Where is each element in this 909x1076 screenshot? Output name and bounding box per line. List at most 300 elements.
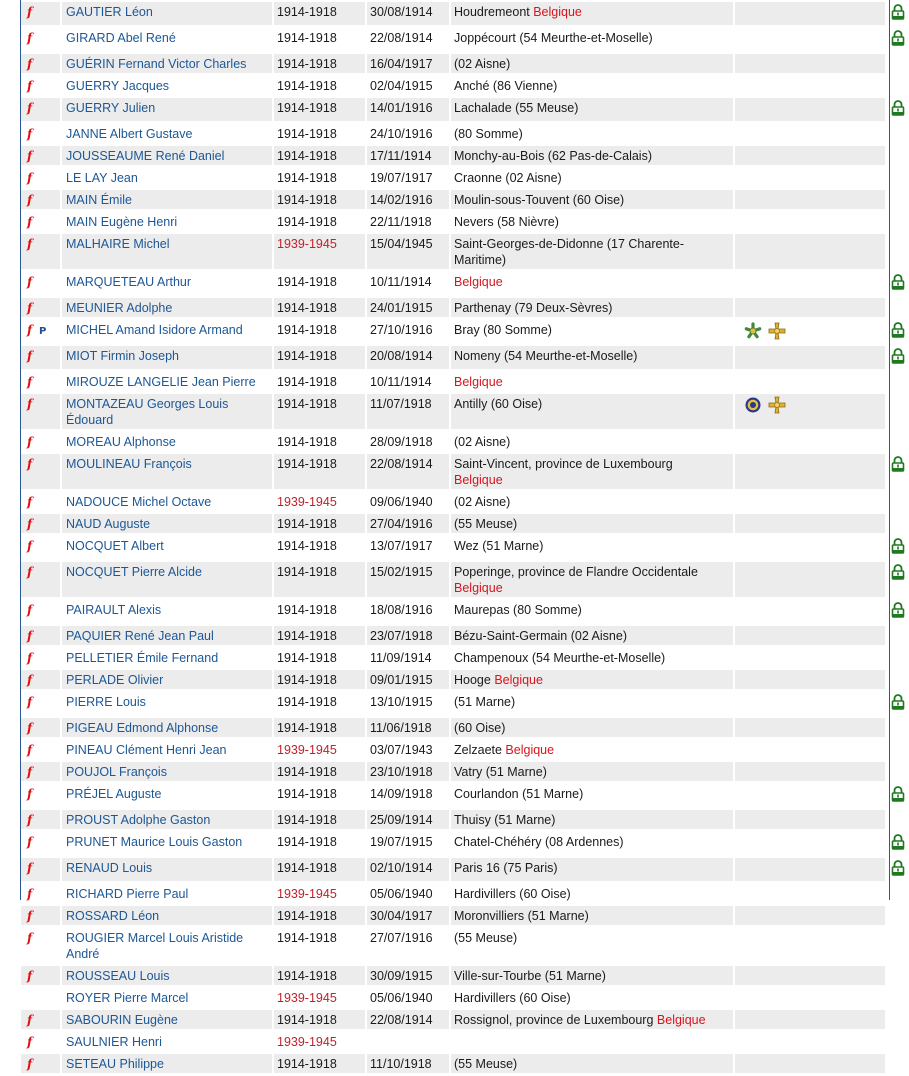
death-date: 11/06/1918 [367,718,451,740]
decorations [735,346,887,372]
war-period: 1914-1918 [274,718,367,740]
mort-pour-la-france-icon: f [27,397,33,411]
row-icons [21,906,62,928]
death-place [451,492,735,514]
row-icons [21,98,62,124]
soldier-name-link[interactable]: SETEAU Philippe [62,1054,274,1076]
death-date: 03/07/1943 [367,740,451,762]
restricted-cell [887,76,889,98]
place-text: Nevers (58 Nièvre) [454,215,559,229]
restricted-cell [887,190,889,212]
war-period: 1914-1918 [274,146,367,168]
death-place [451,432,735,454]
death-place [451,298,735,320]
death-date: 10/11/1914 [367,372,451,394]
row-icons [21,492,62,514]
soldier-name-link[interactable]: MIROUZE LANGELIE Jean Pierre [62,372,274,394]
death-date: 22/08/1914 [367,1010,451,1032]
death-date: 30/08/1914 [367,2,451,28]
place-text: Monchy-au-Bois (62 Pas-de-Calais) [454,149,652,163]
restricted-cell [887,810,889,832]
row-icons [21,168,62,190]
war-period: 1914-1918 [274,858,367,884]
war-period: 1914-1918 [274,298,367,320]
decorations [735,928,887,966]
restricted-cell [887,988,889,1010]
mort-pour-la-france-icon: f [27,215,33,229]
soldier-name-link[interactable]: PROUST Adolphe Gaston [62,810,274,832]
restricted-cell [887,234,889,272]
soldier-name-link[interactable]: GUERRY Jacques [62,76,274,98]
mort-pour-la-france-icon: f [27,835,33,849]
place-text: Poperinge, province de Flandre Occidentale [454,565,698,579]
table-row [21,810,889,832]
death-date: 30/04/1917 [367,906,451,928]
restricted-cell [887,1010,889,1032]
war-period: 1914-1918 [274,600,367,626]
place-text: Antilly (60 Oise) [454,397,543,411]
soldier-name-link[interactable]: PAIRAULT Alexis [62,600,274,626]
mort-pour-la-france-icon: f [27,149,33,163]
row-icons [21,54,62,76]
death-date: 19/07/1917 [367,168,451,190]
table-row [21,372,889,394]
decorations [735,492,887,514]
soldier-name-link[interactable]: NOCQUET Albert [62,536,274,562]
death-date: 16/04/1917 [367,54,451,76]
table-row [21,54,889,76]
death-date: 22/08/1914 [367,454,451,492]
soldier-name-link[interactable]: GUERRY Julien [62,98,274,124]
death-place [451,168,735,190]
table-row [21,966,889,988]
war-period: 1914-1918 [274,320,367,346]
death-date: 19/07/1915 [367,832,451,858]
table-row [21,906,889,928]
decorations [735,692,887,718]
restricted-cell [887,28,889,54]
death-date: 22/08/1914 [367,28,451,54]
country-label: Belgique [454,473,503,487]
row-icons [21,320,62,346]
table-row [21,98,889,124]
soldier-name-link[interactable]: MAIN Eugène Henri [62,212,274,234]
mort-pour-la-france-icon: f [27,57,33,71]
restricted-cell [887,784,889,810]
place-text: (55 Meuse) [454,517,518,531]
decorations [735,884,887,906]
war-period: 1939-1945 [274,884,367,906]
decorations [735,98,887,124]
soldier-name-link[interactable]: MIOT Firmin Joseph [62,346,274,372]
table-row [21,858,889,884]
padlock-icon [891,538,905,554]
place-text: (51 Marne) [454,695,516,709]
table-row [21,536,889,562]
restricted-cell [887,54,889,76]
soldier-name-link[interactable]: PINEAU Clément Henri Jean [62,740,274,762]
country-label: Belgique [656,1013,706,1027]
soldier-name-link[interactable]: GIRARD Abel René [62,28,274,54]
death-date: 05/06/1940 [367,988,451,1010]
death-place [451,718,735,740]
soldier-name-link[interactable]: ROYER Pierre Marcel [62,988,274,1010]
table-row [21,124,889,146]
decorations [735,626,887,648]
death-date: 30/09/1915 [367,966,451,988]
row-icons [21,740,62,762]
mort-pour-la-france-icon: f [27,275,33,289]
soldier-name-link[interactable]: PIERRE Louis [62,692,274,718]
death-place [451,454,735,492]
soldier-name-link[interactable]: NOCQUET Pierre Alcide [62,562,274,600]
war-period: 1914-1918 [274,906,367,928]
table-row [21,346,889,372]
table-row [21,832,889,858]
decorations [735,76,887,98]
soldier-name-link[interactable]: JANNE Albert Gustave [62,124,274,146]
death-date: 05/06/1940 [367,884,451,906]
decorations [735,28,887,54]
war-period: 1914-1918 [274,212,367,234]
mort-pour-la-france-icon: f [27,237,33,251]
row-icons [21,454,62,492]
row-icons [21,272,62,298]
soldier-name-link[interactable]: ROUGIER Marcel Louis Aristide André [62,928,274,966]
mort-pour-la-france-icon: f [27,603,33,617]
country-label: Belgique [505,743,555,757]
death-place [451,372,735,394]
table-row [21,514,889,536]
table-row [21,670,889,692]
mort-pour-la-france-icon: f [27,765,33,779]
soldier-name-link[interactable]: MEUNIER Adolphe [62,298,274,320]
padlock-icon [891,30,905,46]
mort-pour-la-france-icon: f [27,517,33,531]
decorations [735,718,887,740]
war-period: 1914-1918 [274,168,367,190]
table-row [21,234,889,272]
row-icons [21,298,62,320]
soldier-name-link[interactable]: NAUD Auguste [62,514,274,536]
death-place [451,810,735,832]
place-text: Wez (51 Marne) [454,539,544,553]
restricted-cell [887,432,889,454]
decorations [735,832,887,858]
country-label: Belgique [533,5,582,19]
decorations [735,190,887,212]
row-icons [21,692,62,718]
death-date: 11/07/1918 [367,394,451,432]
decorations [735,670,887,692]
place-text: Thuisy (51 Marne) [454,813,556,827]
decorations [735,740,887,762]
table-row [21,928,889,966]
memorial-table [21,2,889,1076]
war-period: 1914-1918 [274,28,367,54]
death-place [451,600,735,626]
decorations [735,432,887,454]
mort-pour-la-france-icon: f [27,1057,33,1071]
death-date: 15/02/1915 [367,562,451,600]
decorations [735,784,887,810]
row-icons [21,212,62,234]
row-icons [21,234,62,272]
place-text: (55 Meuse) [454,931,518,945]
row-icons [21,648,62,670]
death-date: 13/10/1915 [367,692,451,718]
mort-pour-la-france-icon: f [27,349,33,363]
death-place [451,928,735,966]
war-period: 1914-1918 [274,648,367,670]
death-place [451,346,735,372]
war-period: 1914-1918 [274,670,367,692]
soldier-name-link[interactable]: NADOUCE Michel Octave [62,492,274,514]
mort-pour-la-france-icon: f [27,565,33,579]
soldier-name-link[interactable]: GAUTIER Léon [62,2,274,28]
mort-pour-la-france-icon: f [27,743,33,757]
restricted-cell [887,168,889,190]
row-icons [21,1010,62,1032]
soldier-name-link[interactable]: MOREAU Alphonse [62,432,274,454]
table-row [21,626,889,648]
padlock-icon [891,4,905,20]
mort-pour-la-france-icon: f [27,101,33,115]
war-period: 1914-1918 [274,832,367,858]
war-period: 1914-1918 [274,562,367,600]
mort-pour-la-france-icon: f [27,193,33,207]
country-label: Belgique [494,673,543,687]
place-text: Lachalade (55 Meuse) [454,101,579,115]
death-place [451,536,735,562]
soldier-name-link[interactable]: PERLADE Olivier [62,670,274,692]
table-row [21,272,889,298]
mort-pour-la-france-icon: f [27,695,33,709]
decorations [735,906,887,928]
war-period: 1939-1945 [274,492,367,514]
mort-pour-la-france-icon: f [27,909,33,923]
place-text: Chatel-Chéhéry (08 Ardennes) [454,835,624,849]
mort-pour-la-france-icon: f [27,651,33,665]
table-row [21,784,889,810]
war-period: 1914-1918 [274,536,367,562]
death-place [451,858,735,884]
country-label: Belgique [454,581,503,595]
decorations [735,212,887,234]
war-period: 1914-1918 [274,626,367,648]
mort-pour-la-france-icon: f [27,127,33,141]
decorations [735,514,887,536]
death-place [451,76,735,98]
row-icons [21,762,62,784]
war-period: 1939-1945 [274,740,367,762]
place-text: Champenoux (54 Meurthe-et-Moselle) [454,651,666,665]
legion-honneur-icon [744,322,762,340]
war-period: 1914-1918 [274,372,367,394]
death-date: 23/10/1918 [367,762,451,784]
soldier-name-link[interactable]: ROUSSEAU Louis [62,966,274,988]
war-period: 1939-1945 [274,988,367,1010]
memorial-list-frame [20,0,890,1071]
place-text: Saint-Georges-de-Didonne (17 Charente-Maritime) [454,237,684,267]
soldier-name-link[interactable]: MARQUETEAU Arthur [62,272,274,298]
restricted-cell [887,966,889,988]
soldier-name-link[interactable]: PIGEAU Edmond Alphonse [62,718,274,740]
place-text: Maurepas (80 Somme) [454,603,582,617]
death-place [451,124,735,146]
restricted-cell [887,928,889,966]
mort-pour-la-france-icon: f [27,787,33,801]
restricted-cell [887,906,889,928]
death-place [451,146,735,168]
soldier-name-link[interactable]: JOUSSEAUME René Daniel [62,146,274,168]
soldier-name-link[interactable]: MONTAZEAU Georges Louis Édouard [62,394,274,432]
place-text: Moulin-sous-Touvent (60 Oise) [454,193,625,207]
soldier-name-link[interactable]: POUJOL François [62,762,274,784]
table-row [21,168,889,190]
place-text: Nomeny (54 Meurthe-et-Moselle) [454,349,638,363]
war-period: 1939-1945 [274,1032,367,1054]
death-date: 02/10/1914 [367,858,451,884]
mort-pour-la-france-icon: f [27,375,33,389]
soldier-name-link[interactable]: MAIN Émile [62,190,274,212]
restricted-cell [887,372,889,394]
row-icons [21,536,62,562]
table-row [21,2,889,28]
padlock-icon [891,456,905,472]
death-date: 09/01/1915 [367,670,451,692]
photo-icon[interactable]: P [39,326,47,337]
death-place [451,212,735,234]
place-text: Parthenay (79 Deux-Sèvres) [454,301,613,315]
decorations [735,54,887,76]
death-date: 10/11/1914 [367,272,451,298]
country-label: Belgique [454,275,503,289]
table-row [21,492,889,514]
death-date: 11/09/1914 [367,648,451,670]
restricted-cell [887,492,889,514]
death-date: 28/09/1918 [367,432,451,454]
decorations [735,146,887,168]
place-text: Houdremeont [454,5,534,19]
decorations [735,1032,887,1054]
war-period: 1914-1918 [274,966,367,988]
decorations [735,536,887,562]
death-date: 25/09/1914 [367,810,451,832]
decorations [735,394,887,432]
death-place [451,98,735,124]
soldier-name-link[interactable]: PRUNET Maurice Louis Gaston [62,832,274,858]
soldier-name-link[interactable]: RENAUD Louis [62,858,274,884]
restricted-cell [887,626,889,648]
row-icons [21,146,62,168]
death-place [451,1010,735,1032]
mort-pour-la-france-icon: f [27,79,33,93]
place-text: Bézu-Saint-Germain (02 Aisne) [454,629,627,643]
place-text: (80 Somme) [454,127,523,141]
decorations [735,810,887,832]
mort-pour-la-france-icon: f [27,887,33,901]
restricted-cell [887,394,889,432]
medaille-militaire-icon [744,396,762,414]
death-date: 23/07/1918 [367,626,451,648]
mort-pour-la-france-icon: f [27,813,33,827]
table-row [21,600,889,626]
soldier-name-link[interactable]: SAULNIER Henri [62,1032,274,1054]
war-period: 1914-1918 [274,432,367,454]
restricted-cell [887,600,889,626]
restricted-cell [887,692,889,718]
war-period: 1914-1918 [274,928,367,966]
death-place [451,562,735,600]
table-row [21,320,889,346]
mort-pour-la-france-icon: f [27,457,33,471]
soldier-name-link[interactable]: MICHEL Amand Isidore Armand [62,320,274,346]
decorations [735,988,887,1010]
soldier-name-link[interactable]: ROSSARD Léon [62,906,274,928]
row-icons [21,928,62,966]
death-place [451,2,735,28]
padlock-icon [891,100,905,116]
war-period: 1914-1918 [274,54,367,76]
restricted-cell [887,320,889,346]
restricted-cell [887,562,889,600]
war-period: 1914-1918 [274,514,367,536]
war-period: 1914-1918 [274,1054,367,1076]
soldier-name-link[interactable]: SABOURIN Eugène [62,1010,274,1032]
soldier-name-link[interactable]: RICHARD Pierre Paul [62,884,274,906]
death-place [451,626,735,648]
soldier-name-link[interactable]: PELLETIER Émile Fernand [62,648,274,670]
restricted-cell [887,272,889,298]
soldier-name-link[interactable]: PAQUIER René Jean Paul [62,626,274,648]
padlock-icon [891,834,905,850]
decorations [735,2,887,28]
death-date: 14/01/1916 [367,98,451,124]
row-icons [21,626,62,648]
soldier-name-link[interactable]: PRÉJEL Auguste [62,784,274,810]
mort-pour-la-france-icon: f [27,931,33,945]
place-text: Saint-Vincent, province de Luxembourg [454,457,673,471]
death-place [451,906,735,928]
row-icons [21,28,62,54]
soldier-name-link[interactable]: GUÉRIN Fernand Victor Charles [62,54,274,76]
place-text: Zelzaete [454,743,506,757]
restricted-cell [887,124,889,146]
death-place [451,514,735,536]
place-text: (55 Meuse) [454,1057,518,1071]
country-label: Belgique [454,375,503,389]
place-text: (60 Oise) [454,721,506,735]
decorations [735,600,887,626]
soldier-name-link[interactable]: MALHAIRE Michel [62,234,274,272]
death-place [451,988,735,1010]
death-place [451,272,735,298]
death-place [451,648,735,670]
table-row [21,432,889,454]
soldier-name-link[interactable]: MOULINEAU François [62,454,274,492]
row-icons [21,832,62,858]
table-row [21,146,889,168]
mort-pour-la-france-icon: f [27,629,33,643]
decorations [735,648,887,670]
place-text: Paris 16 (75 Paris) [454,861,558,875]
mort-pour-la-france-icon: f [27,861,33,875]
mort-pour-la-france-icon: f [27,721,33,735]
soldier-name-link[interactable]: LE LAY Jean [62,168,274,190]
restricted-cell [887,536,889,562]
death-date: 24/10/1916 [367,124,451,146]
